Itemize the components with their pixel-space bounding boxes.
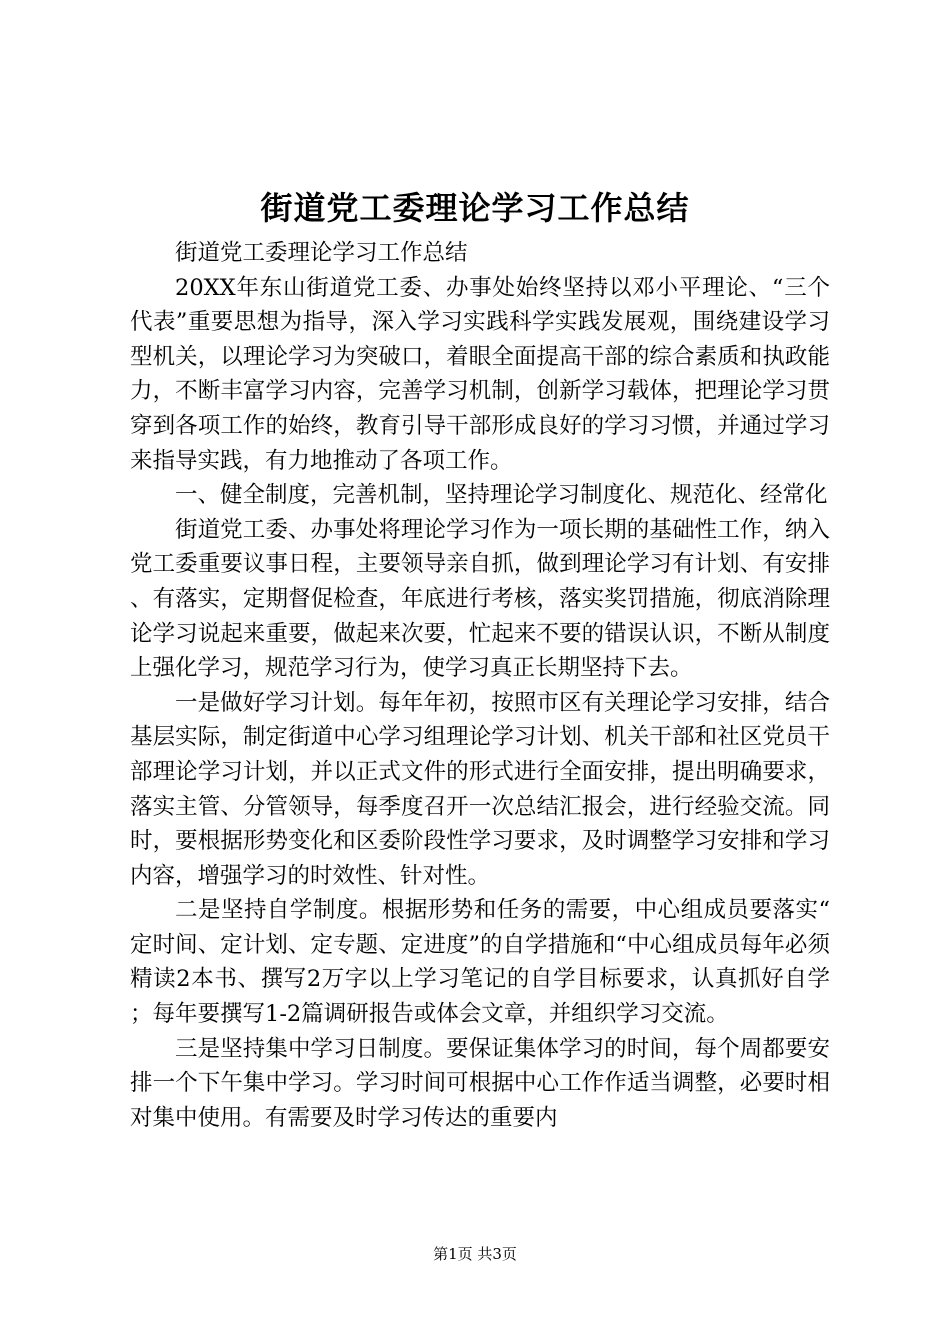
paragraph-point-3: 三是坚持集中学习日制度。要保证集体学习的时间，每个周都要安排一个下午集中学习。学习时间可根据中心工作作适当调整，必要时相对集中使用。有需要及时学习传达的重要内: [130, 1035, 830, 1131]
page-number: 第1页 共3页: [433, 1245, 517, 1263]
document-body: [130, 236, 830, 1135]
paragraph-intro: 20XX年东山街道党工委、办事处始终坚持以邓小平理论、“三个代表”重要思想为指导，深入学习实践科学实践发展观，围绕建设学习型机关，以理论学习为突破口，着眼全面提高干部的综合素质和执政能力，不断丰富学习内容，完善学习机制，创新学习载体，把理论学习贯穿到各项工作的始终，教育引导干部形成良好的学习习惯，并通过学习来指导实践，有力地推动了各项工作。: [130, 274, 830, 474]
paragraph-subtitle: 街道党工委理论学习工作总结: [175, 240, 468, 266]
paragraph-point-2: 二是坚持自学制度。根据形势和任务的需要，中心组成员要落实“定时间、定计划、定专题、定进度”的自学措施和“中心组成员每年必须精读2本书、撰写2万字以上学习笔记的自学目标要求，认真抓好自学；每年要撰写1-2篇调研报告或体会文章，并组织学习交流。: [130, 897, 830, 1028]
section-heading-1: 一、健全制度，完善机制，坚持理论学习制度化、规范化、经常化: [175, 482, 828, 509]
document-title: 街道党工委理论学习工作总结: [260, 189, 690, 227]
paragraph-section-1: 街道党工委、办事处将理论学习作为一项长期的基础性工作，纳入党工委重要议事日程，主要领导亲自抓，做到理论学习有计划、有安排、有落实，定期督促检查，年底进行考核，落实奖罚措施，彻底消除理论学习说起来重要，做起来次要，忙起来不要的错误认识，不断从制度上强化学习，规范学习行为，使学习真正长期坚持下去。: [130, 516, 830, 682]
paragraph-point-1: 一是做好学习计划。每年年初，按照市区有关理论学习安排，结合基层实际，制定街道中心学习组理论学习计划、机关干部和社区党员干部理论学习计划，并以正式文件的形式进行全面安排，提出明确要求，落实主管、分管领导，每季度召开一次总结汇报会，进行经验交流。同时，要根据形势变化和区委阶段性学习要求，及时调整学习安排和学习内容，增强学习的时效性、针对性。: [130, 689, 830, 889]
